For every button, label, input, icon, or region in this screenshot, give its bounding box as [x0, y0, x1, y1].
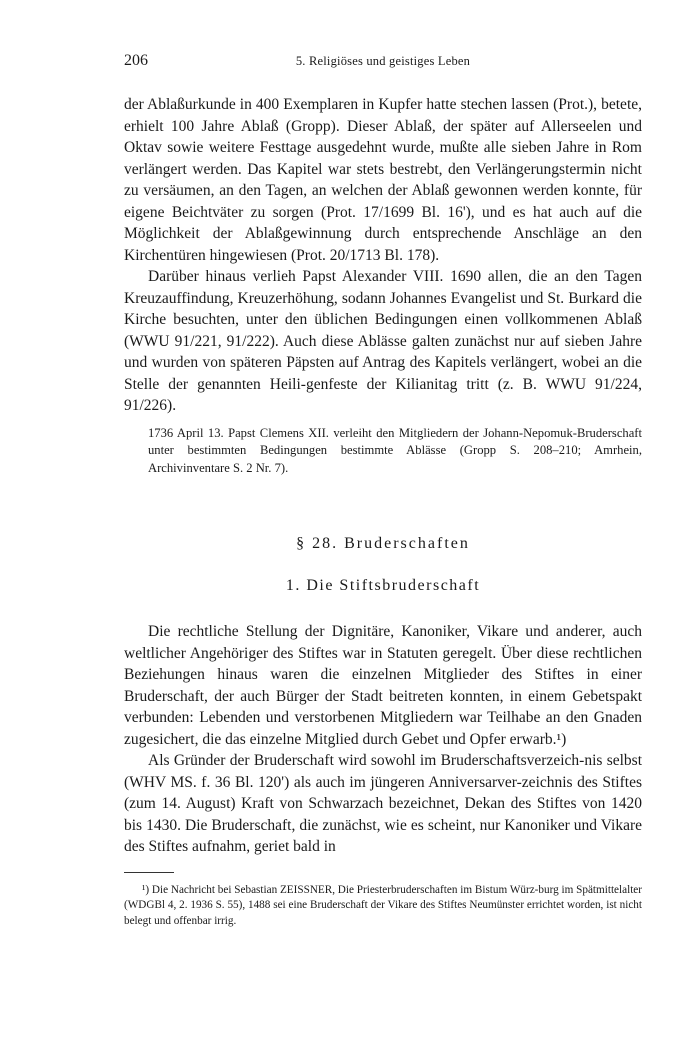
paragraph: Darüber hinaus verlieh Papst Alexander VIII. 1690 allen, die an den Tagen Kreuzauffindung, Kreuzerhöhung, sodann Johannes Evangelist und St. Burkard die Kirche besuchten, unter den üblichen Bedingungen einen vollkommenen Ablaß (WWU 91/221, 91/222). Auch diese Ablässe galten zunächst nur auf sieben Jahre und wurden von späteren Päpsten auf Antrag des Kapitels verlängert, wobei an die Stelle der genannten Heili-genfeste der Kilianitag tritt (z. B. WWU 91/224, 91/226). [124, 268, 642, 414]
body-text [124, 94, 642, 417]
page-number: 206 [124, 52, 148, 69]
footnote-text: ¹) Die Nachricht bei Sebastian ZEISSNER, Die Priesterbruderschaften im Bistum Würz-burg im Spätmittelalter (WDGBl 4, 2. 1936 S. 55), 1488 sei eine Bruderschaft der Vikare des Stiftes Neumünster errichtet worden, ist nicht belegt und offenbar irrig. [124, 883, 642, 927]
section-body [124, 621, 642, 858]
note-text: 1736 April 13. Papst Clemens XII. verleiht den Mitgliedern der Johann-Nepomuk-Bruderschaft unter bestimmten Bedingungen bestimmte Ablässe (Gropp S. 208–210; Amrhein, Archivinventare S. 2 Nr. 7). [148, 425, 642, 475]
document-note [124, 425, 642, 478]
footnote-divider [124, 872, 174, 873]
section-heading: § 28. Bruderschaften [296, 535, 470, 552]
footnote [124, 883, 642, 930]
paragraph: Als Gründer der Bruderschaft wird sowohl im Bruderschaftsverzeich-nis selbst (WHV MS. f. 36 Bl. 120') als auch im jüngeren Anniversarver-zeichnis des Stiftes (zum 14. August) Kraft von Schwarzach bezeichnet, Dekan des Stiftes von 1420 bis 1430. Die Bruderschaft, die zunächst, wie es scheint, nur Kanoniker und Vikare des Stiftes aufnahm, geriet bald in [124, 752, 642, 855]
running-title: 5. Religiöses und geistiges Leben [295, 54, 471, 68]
subsection-heading: 1. Die Stiftsbruderschaft [285, 577, 481, 594]
running-head [124, 52, 642, 74]
book-page [124, 52, 642, 929]
paragraph: Die rechtliche Stellung der Dignitäre, Kanoniker, Vikare und anderer, auch weltlicher Angehöriger des Stiftes war in Statuten geregelt. Über diese rechtlichen Beziehungen hinaus waren die einzelnen Mitglieder des Stiftes in einer Bruderschaft, der auch Bürger der Stadt beitreten konnten, in einem Gebetspakt verbunden: Lebenden und verstorbenen Mitgliedern war Teilhabe an den Gnaden zugesichert, die das einzelne Mitglied durch Gebet und Opfer erwarb.¹) [124, 623, 642, 748]
paragraph: der Ablaßurkunde in 400 Exemplaren in Kupfer hatte stechen lassen (Prot.), betete, erhielt 100 Jahre Ablaß (Gropp). Dieser Ablaß, der später auf Allerseelen und Oktav sowie weitere Festtage ausgedehnt wurde, mußte alle sieben Jahre in Rom verlängert werden. Das Kapitel war stets bestrebt, den Verlängerungstermin nicht zu versäumen, an den Tagen, an welchen der Ablaß gewonnen werden konnte, für eigene Beichtväter zu sorgen (Prot. 17/1699 Bl. 16'), und es hat auch auf die Möglichkeit der Ablaßgewinnung durch entsprechende Anschläge an den Kirchentüren hingewiesen (Prot. 20/1713 Bl. 178). [124, 96, 642, 264]
